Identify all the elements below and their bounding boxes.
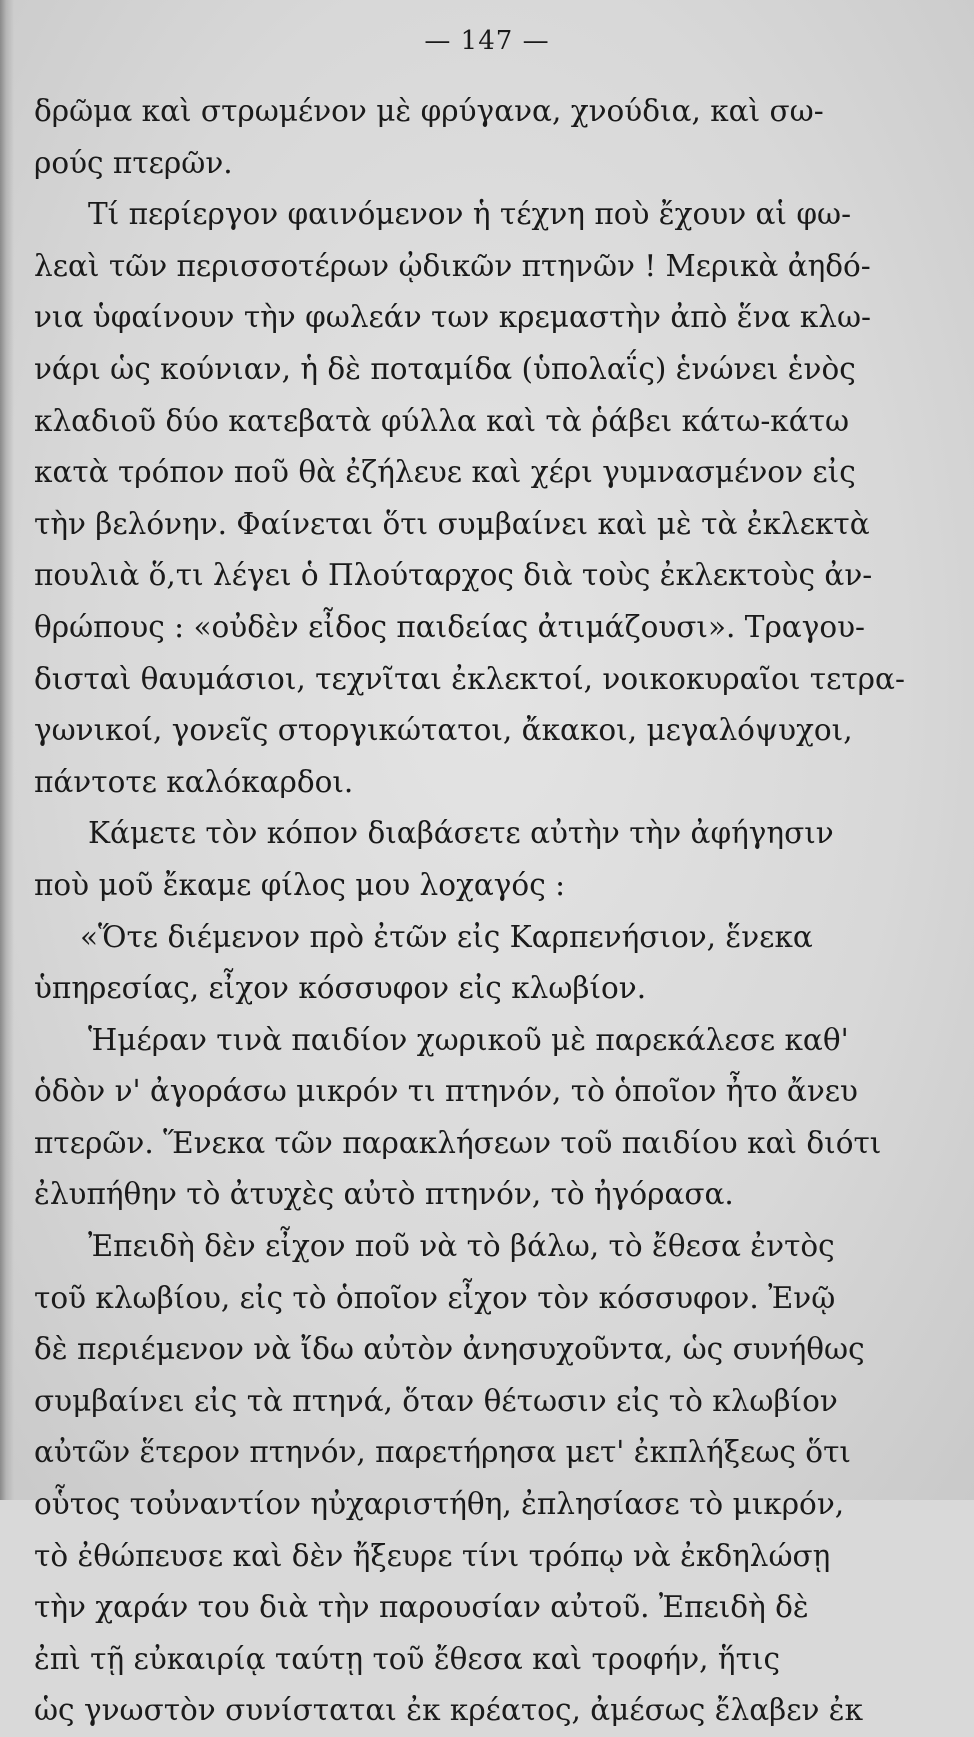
body-text <box>34 86 905 1737</box>
text-line: ἐπὶ τῇ εὐκαιρίᾳ ταύτῃ τοῦ ἔθεσα καὶ τροφήν, ἥτις <box>34 1641 780 1676</box>
text-line: τοῦ κλωβίου, εἰς τὸ ὁποῖον εἶχον τὸν κόσσυφον. Ἐνῷ <box>34 1280 836 1315</box>
text-line: δρῶμα καὶ στρωμένον μὲ φρύγανα, χνούδια, καὶ σω- <box>34 94 824 128</box>
text-line: Τί περίεργον φαινόμενον ἡ τέχνη ποὺ ἔχουν αἱ φω- <box>88 197 852 232</box>
text-line: τὴν χαράν του διὰ τὴν παρουσίαν αὐτοῦ. Ἐπειδὴ δὲ <box>34 1590 809 1625</box>
text-line: πτερῶν. Ἕνεκα τῶν παρακλήσεων τοῦ παιδίου καὶ διότι <box>34 1125 882 1160</box>
text-line: θρώπους : «οὐδὲν εἶδος παιδείας ἀτιμάζουσι». Τραγου- <box>34 609 865 644</box>
text-line: δισταὶ θαυμάσιοι, τεχνῖται ἐκλεκτοί, νοικοκυραῖοι τετρα- <box>34 661 905 696</box>
text-line: ποὺ μοῦ ἔκαμε φίλος μου λοχαγός : <box>34 867 566 902</box>
text-line: ἐλυπήθην τὸ ἀτυχὲς αὐτὸ πτηνόν, τὸ ἠγόρασα. <box>34 1177 734 1212</box>
text-line: ὁδὸν ν' ἀγοράσω μικρόν τι πτηνόν, τὸ ὁποῖον ἦτο ἄνευ <box>34 1074 858 1109</box>
text-line: λεαὶ τῶν περισσοτέρων ᾠδικῶν πτηνῶν ! Μερικὰ ἀηδό- <box>34 248 871 283</box>
text-line: κατὰ τρόπον ποῦ θὰ ἐζήλευε καὶ χέρι γυμνασμένον εἰς <box>34 455 856 490</box>
text-line: δὲ περιέμενον νὰ ἴδω αὐτὸν ἀνησυχοῦντα, ὡς συνήθως <box>34 1332 865 1367</box>
text-line: νάρι ὡς κούνιαν, ἡ δὲ ποταμίδα (ὑπολαΐς) ἑνώνει ἑνὸς <box>34 351 856 386</box>
text-line: οὗτος τοὐναντίον ηὐχαριστήθη, ἐπλησίασε τὸ μικρόν, <box>34 1487 845 1522</box>
text-line: ὑπηρεσίας, εἶχον κόσσυφον εἰς κλωβίον. <box>34 971 647 1006</box>
text-line: κλαδιοῦ δύο κατεβατὰ φύλλα καὶ τὰ ῥάβει κάτω-κάτω <box>34 403 850 438</box>
text-line: τὸ ἐθώπευσε καὶ δὲν ἤξευρε τίνι τρόπῳ νὰ ἐκδηλώσῃ <box>34 1538 831 1573</box>
text-line: Ἡμέραν τινὰ παιδίον χωρικοῦ μὲ παρεκάλεσε καθ' <box>88 1022 849 1057</box>
text-line: συμβαίνει εἰς τὰ πτηνά, ὅταν θέτωσιν εἰς τὸ κλωβίον <box>34 1383 838 1418</box>
text-line: γωνικοί, γονεῖς στοργικώτατοι, ἄκακοι, μεγαλόψυχοι, <box>34 713 853 748</box>
text-line: νια ὑφαίνουν τὴν φωλεάν των κρεμαστὴν ἀπὸ ἕνα κλω- <box>34 300 871 335</box>
page-number: — 147 — <box>424 26 550 56</box>
text-line: τὴν βελόνην. Φαίνεται ὅτι συμβαίνει καὶ μὲ τὰ ἐκλεκτὰ <box>34 506 870 541</box>
text-line: ρούς πτερῶν. <box>34 145 233 180</box>
text-line: ὡς γνωστὸν συνίσταται ἐκ κρέατος, ἀμέσως ἔλαβεν ἐκ <box>34 1693 864 1728</box>
page-binding-edge <box>0 0 14 1500</box>
text-line: πουλιὰ ὅ,τι λέγει ὁ Πλούταρχος διὰ τοὺς ἐκλεκτοὺς ἀν- <box>34 558 873 593</box>
text-line: αὐτῶν ἕτερον πτηνόν, παρετήρησα μετ' ἐκπλήξεως ὅτι <box>34 1435 851 1470</box>
text-line: Κάμετε τὸν κόπον διαβάσετε αὐτὴν τὴν ἀφήγησιν <box>88 816 834 851</box>
text-line: πάντοτε καλόκαρδοι. <box>34 764 354 799</box>
text-line: Ἐπειδὴ δὲν εἶχον ποῦ νὰ τὸ βάλω, τὸ ἔθεσα ἐντὸς <box>88 1229 835 1264</box>
text-line: «Ὅτε διέμενον πρὸ ἐτῶν εἰς Καρπενήσιον, ἕνεκα <box>80 919 813 954</box>
